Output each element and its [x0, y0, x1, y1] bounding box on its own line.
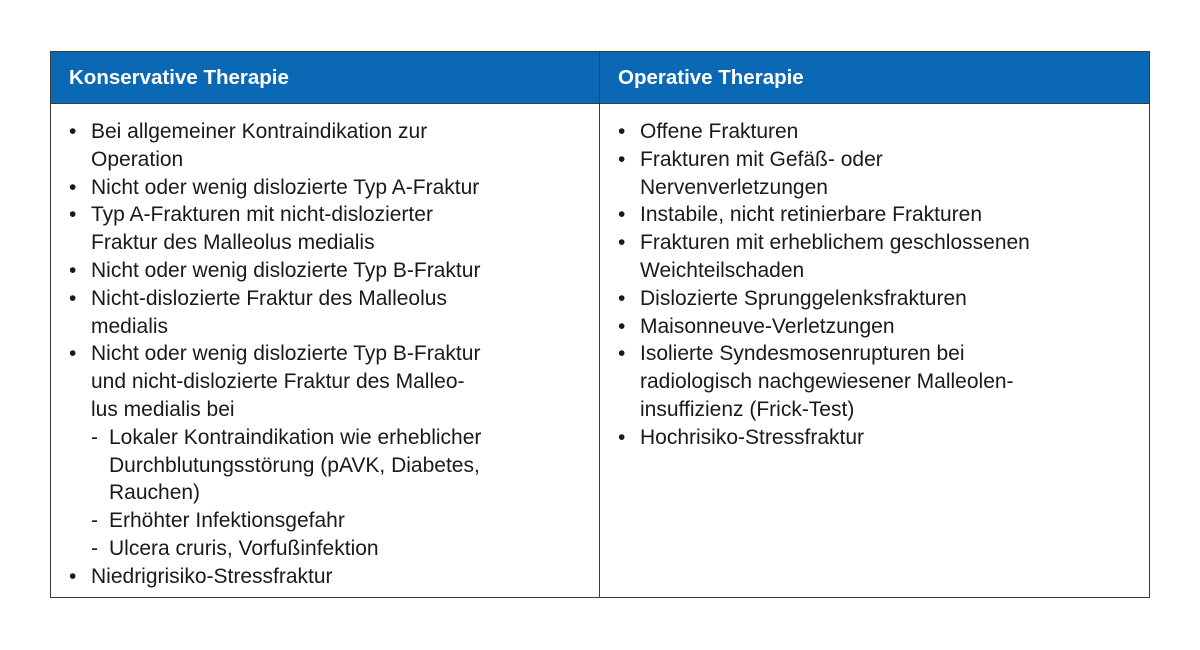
- operative-cell: [600, 104, 1149, 597]
- operative-list: [618, 118, 1139, 452]
- item-text-line: Typ A-Frakturen mit nicht-dislozierter: [91, 203, 433, 227]
- item-text-line: Hochrisiko-Stressfraktur: [640, 425, 865, 449]
- list-item: [69, 201, 589, 257]
- item-text-line: Fraktur des Malleolus medialis: [91, 231, 375, 255]
- item-text-line: Lokaler Kontraindikation wie erheblicher: [109, 425, 482, 449]
- bullet-icon: •: [69, 258, 77, 282]
- item-text-line: radiologisch nachgewiesener Malleolen-: [640, 370, 1014, 394]
- list-item: [618, 313, 1139, 341]
- bullet-icon: •: [69, 120, 77, 143]
- header-konservative: [51, 52, 600, 104]
- list-item: [618, 285, 1139, 313]
- list-item: [618, 229, 1139, 285]
- dash-icon: -: [91, 536, 98, 560]
- item-text-line: Rauchen): [109, 481, 201, 505]
- item-text-line: medialis: [91, 314, 169, 338]
- bullet-icon: •: [69, 203, 77, 227]
- item-text-line: Maisonneuve-Verletzungen: [640, 314, 895, 338]
- bullet-icon: •: [69, 286, 77, 310]
- list-item: [618, 118, 1139, 146]
- list-item: [69, 340, 589, 562]
- sub-list-item: [91, 535, 589, 563]
- bullet-icon: •: [69, 175, 77, 199]
- item-text-line: und nicht-dislozierte Fraktur des Malleo-: [91, 370, 465, 394]
- list-item: [618, 201, 1139, 229]
- therapy-table: [50, 51, 1150, 598]
- item-text-line: Isolierte Syndesmosenrupturen bei: [640, 342, 965, 366]
- bullet-icon: •: [618, 342, 626, 366]
- bullet-icon: •: [69, 342, 77, 366]
- item-text-line: Nicht-dislozierte Fraktur des Malleolus: [91, 286, 447, 310]
- list-item: [69, 563, 589, 591]
- header-operative-label: Operative Therapie: [618, 65, 804, 89]
- item-text-line: Frakturen mit Gefäß- oder: [640, 147, 883, 171]
- sub-list: [91, 424, 589, 563]
- item-text-line: Ulcera cruris, Vorfußinfektion: [109, 536, 379, 560]
- sub-list-item: [91, 507, 589, 535]
- sub-list-item: [91, 424, 589, 507]
- list-item: [69, 285, 589, 341]
- item-text-line: Dislozierte Sprunggelenksfrakturen: [640, 286, 967, 310]
- dash-icon: -: [91, 509, 98, 533]
- bullet-icon: •: [69, 564, 77, 588]
- bullet-icon: •: [618, 314, 626, 338]
- header-operative: [600, 52, 1149, 104]
- list-item: [618, 340, 1139, 423]
- item-text-line: Frakturen mit erheblichem geschlossenen: [640, 231, 1030, 255]
- list-item: [618, 424, 1139, 452]
- bullet-icon: •: [618, 231, 626, 255]
- item-text-line: Weichteilschaden: [640, 258, 805, 282]
- dash-icon: -: [91, 425, 98, 449]
- item-text-line: insuffizienz (Frick-Test): [640, 397, 855, 421]
- item-text-line: Operation: [91, 147, 184, 171]
- item-text-line: Instabile, nicht retinierbare Frakturen: [640, 203, 982, 227]
- list-item: [69, 174, 589, 202]
- list-item: [69, 118, 589, 174]
- item-text-line: Nicht oder wenig dislozierte Typ B-Fraktur: [91, 258, 481, 282]
- list-item: [69, 257, 589, 285]
- bullet-icon: •: [618, 147, 626, 171]
- item-text-line: Durchblutungsstörung (pAVK, Diabetes,: [109, 453, 480, 477]
- item-text-line: Offene Frakturen: [640, 120, 799, 143]
- item-text-line: Nicht oder wenig dislozierte Typ B-Fraktur: [91, 342, 481, 366]
- item-text-line: Niedrigrisiko-Stressfraktur: [91, 564, 333, 588]
- item-text-line: lus medialis bei: [91, 397, 235, 421]
- item-text-line: Erhöhter Infektionsgefahr: [109, 509, 345, 533]
- item-text-line: Bei allgemeiner Kontraindikation zur: [91, 120, 428, 143]
- item-text-line: Nicht oder wenig dislozierte Typ A-Fraktur: [91, 175, 480, 199]
- item-text-line: Nervenverletzungen: [640, 175, 828, 199]
- bullet-icon: •: [618, 120, 626, 143]
- bullet-icon: •: [618, 425, 626, 449]
- bullet-icon: •: [618, 286, 626, 310]
- bullet-icon: •: [618, 203, 626, 227]
- list-item: [618, 146, 1139, 202]
- konservative-list: [69, 118, 589, 591]
- header-konservative-label: Konservative Therapie: [69, 65, 289, 89]
- konservative-cell: [51, 104, 600, 597]
